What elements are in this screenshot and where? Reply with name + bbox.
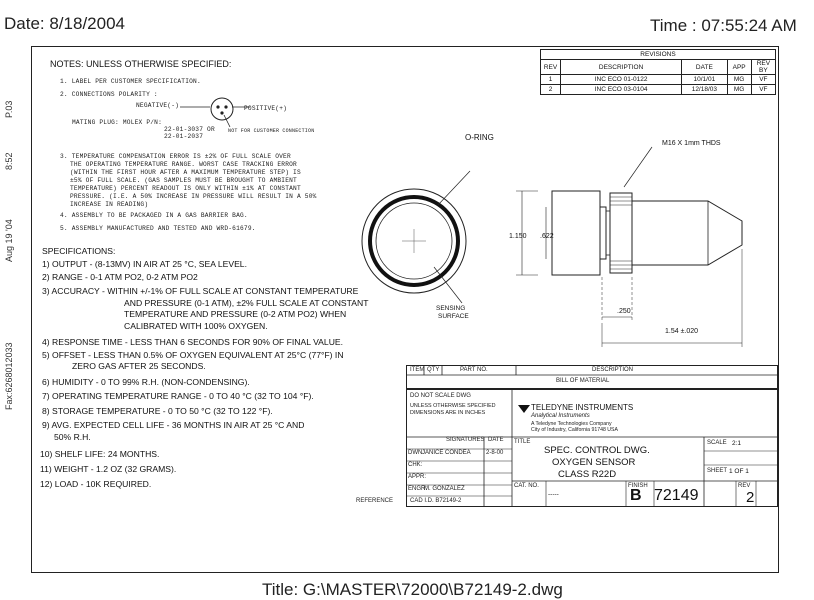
rev-cell: 12/18/03	[682, 85, 727, 95]
tolerance-note-2: DIMENSIONS ARE IN INCHES	[410, 410, 486, 416]
sensing-label-2: SURFACE	[438, 313, 469, 320]
date-header-cell: DATE	[488, 437, 504, 443]
connector-sketch	[172, 95, 262, 131]
table-row	[541, 75, 776, 85]
scale-label: SCALE	[707, 440, 727, 446]
sheet-label: SHEET	[707, 468, 728, 474]
thread-length-dimension: .250	[617, 308, 631, 315]
connector-note: NOT FOR CUSTOMER CONNECTION	[228, 128, 315, 134]
rev-header-date: DATE	[682, 60, 727, 75]
rev-cell: INC ECO 01-0122	[561, 75, 682, 85]
size-letter: B	[630, 487, 642, 504]
cad-id: CAD I.D. B72149-2	[410, 498, 462, 504]
engr-label: ENGR:	[408, 486, 428, 492]
spec-cell-life-1: 9) AVG. EXPECTED CELL LIFE - 36 MONTHS IN AIR AT 25 °C AND	[42, 420, 305, 430]
mating-plug-pn2: 22-01-2037	[164, 133, 204, 140]
spec-operating-temp: 7) OPERATING TEMPERATURE RANGE - 0 TO 40 °C (32 TO 104 °F).	[42, 391, 314, 401]
note-2: 2. CONNECTIONS POLARITY :	[60, 91, 158, 98]
scale-value: 2:1	[732, 440, 742, 447]
drawing-sheet	[31, 46, 779, 573]
spec-accuracy-2: AND PRESSURE (0-1 ATM), ±2% FULL SCALE AT CONSTANT	[124, 298, 369, 308]
spec-accuracy-3: TEMPERATURE AND PRESSURE (0-2 ATM PO2) WHEN	[124, 309, 347, 319]
specs-heading: SPECIFICATIONS:	[42, 246, 116, 256]
fax-number: Fax:6268012033	[4, 342, 14, 410]
file-title-footer: Title: G:\MASTER\72000\B72149-2.dwg	[262, 580, 563, 599]
spec-offset-2: ZERO GAS AFTER 25 SECONDS.	[72, 361, 206, 371]
engr-name: M. GONZALEZ	[424, 486, 465, 492]
note-3-line1: 3. TEMPERATURE COMPENSATION ERROR IS ±2% OF FULL SCALE OVER	[60, 153, 291, 160]
note-3-line7: INCREASE IN READING)	[70, 201, 149, 208]
dwn-name: JANICE CONDEA	[422, 450, 471, 456]
revisions-title: REVISIONS	[541, 50, 776, 60]
bom-qty: QTY	[427, 367, 440, 373]
rev-cell: VF	[751, 85, 775, 95]
spec-accuracy-4: CALIBRATED WITH 100% OXYGEN.	[124, 321, 268, 331]
title-block-grid	[406, 389, 778, 571]
fax-page: P.03	[4, 100, 14, 118]
cat-value: -----	[548, 491, 559, 498]
fax-time: 8:52	[4, 152, 14, 170]
dwn-label: DWN:	[408, 450, 424, 456]
bom-desc: DESCRIPTION	[592, 367, 634, 373]
sensor-front-view	[352, 167, 482, 317]
company-address-2: City of Industry, California 91748 USA	[531, 427, 618, 433]
mating-plug-pn1: 22-01-3037 OR	[164, 126, 215, 133]
drawing-title-2: OXYGEN SENSOR	[552, 457, 636, 468]
note-3-line2: THE OPERATING TEMPERATURE RANGE. WORST CASE TRACKING ERROR	[70, 161, 297, 168]
rev-header-rev: REV	[541, 60, 561, 75]
note-3-line3: (WITHIN THE FIRST HOUR AFTER A MAXIMUM TEMPERATURE STEP) IS	[70, 169, 301, 176]
title-label: TITLE	[514, 439, 531, 445]
diameter-dimension: .622	[540, 233, 554, 240]
drawing-number: 72149	[654, 487, 699, 504]
rev-cell: INC ECO 03-0104	[561, 85, 682, 95]
rev-cell: VF	[751, 75, 775, 85]
spec-accuracy-1: 3) ACCURACY - WITHIN +/-1% OF FULL SCALE AT CONSTANT TEMPERATURE	[42, 286, 359, 296]
note-3-line4: ±5% OF FULL SCALE. (GAS SAMPLES MUST BE BROUGHT TO AMBIENT	[70, 177, 297, 184]
bom-part: PART NO.	[460, 367, 488, 373]
polarity-negative: NEGATIVE(-)	[136, 102, 180, 109]
spec-output: 1) OUTPUT - (8-13MV) IN AIR AT 25 °C, SEA LEVEL.	[42, 259, 247, 269]
note-4: 4. ASSEMBLY TO BE PACKAGED IN A GAS BARRIER BAG.	[60, 212, 248, 219]
rev-cell: 1	[541, 75, 561, 85]
spec-storage-temp: 8) STORAGE TEMPERATURE - 0 TO 50 °C (32 TO 122 °F).	[42, 406, 273, 416]
spec-humidity: 6) HUMIDITY - 0 TO 99% R.H. (NON-CONDENSING).	[42, 377, 250, 387]
rev-header-desc: DESCRIPTION	[561, 60, 682, 75]
reference-label: REFERENCE	[356, 498, 394, 504]
time-header: Time : 07:55:24 AM	[650, 16, 797, 35]
bom-item: ITEM	[410, 367, 425, 373]
rev-cell: MG	[727, 75, 751, 85]
drawing-title-1: SPEC. CONTROL DWG.	[544, 445, 650, 456]
tolerance-note-1: UNLESS OTHERWISE SPECIFIED	[410, 403, 496, 409]
note-1: 1. LABEL PER CUSTOMER SPECIFICATION.	[60, 78, 201, 85]
signatures-header: SIGNATURES	[446, 437, 485, 443]
mating-plug: MATING PLUG: MOLEX P/N:	[72, 119, 163, 126]
note-5: 5. ASSEMBLY MANUFACTURED AND TESTED AND WRD-61679.	[60, 225, 256, 232]
oring-label: O-RING	[465, 133, 494, 142]
rev-cell: MG	[727, 85, 751, 95]
teledyne-logo	[517, 404, 531, 414]
chk-label: CHK:	[408, 462, 423, 468]
rev-header-by: REV BY	[751, 60, 775, 75]
drawing-title-3: CLASS R22D	[558, 469, 617, 480]
spec-shelf-life: 10) SHELF LIFE: 24 MONTHS.	[40, 449, 160, 459]
rev-header-app: APP	[727, 60, 751, 75]
notes-heading: NOTES: UNLESS OTHERWISE SPECIFIED:	[50, 59, 232, 69]
spec-cell-life-2: 50% R.H.	[54, 432, 91, 442]
spec-offset-1: 5) OFFSET - LESS THAN 0.5% OF OXYGEN EQUIVALENT AT 25°C (77°F) IN	[42, 350, 344, 360]
spec-weight: 11) WEIGHT - 1.2 OZ (32 GRAMS).	[40, 464, 177, 474]
rev-label: REV	[738, 483, 751, 489]
sensor-side-view	[498, 137, 778, 357]
sensing-label-1: SENSING	[436, 305, 466, 312]
note-3-line6: PRESSURE. (I.E. A 50% INCREASE IN PRESSURE WILL RESULT IN A 50%	[70, 193, 317, 200]
rev-value: 2	[746, 489, 755, 506]
fax-date: Aug 19 '04	[4, 219, 14, 262]
appr-label: APPR:	[408, 474, 427, 480]
revisions-block	[540, 49, 776, 95]
sheet-value: 1 OF 1	[729, 468, 749, 475]
company-address-1: A Teledyne Technologies Company	[531, 421, 612, 427]
date-header: Date: 8/18/2004	[4, 14, 125, 33]
overall-length-dimension: 1.54 ±.020	[665, 328, 699, 335]
bom-title: BILL OF MATERIAL	[556, 378, 610, 384]
spec-load: 12) LOAD - 10K REQUIRED.	[40, 479, 152, 489]
spec-range: 2) RANGE - 0-1 ATM PO2, 0-2 ATM PO2	[42, 272, 198, 282]
thread-callout: M16 X 1mm THDS	[662, 140, 721, 147]
rev-cell: 2	[541, 85, 561, 95]
height-dimension: 1.150	[509, 233, 527, 240]
rev-cell: 10/1/01	[682, 75, 727, 85]
company-division: Analytical Instruments	[531, 413, 590, 419]
table-row	[541, 85, 776, 95]
polarity-positive: POSITIVE(+)	[244, 105, 288, 112]
company-name: TELEDYNE INSTRUMENTS	[531, 403, 634, 412]
spec-response: 4) RESPONSE TIME - LESS THAN 6 SECONDS FOR 90% OF FINAL VALUE.	[42, 337, 344, 347]
cat-label: CAT. NO.	[514, 483, 539, 489]
dwn-date: 2-8-00	[486, 450, 504, 456]
note-3-line5: TEMPERATURE) PERCENT READOUT IS ONLY WITHIN ±1% AT CONSTANT	[70, 185, 301, 192]
do-not-scale: DO NOT SCALE DWG	[410, 393, 471, 399]
finish-label: FINISH	[628, 483, 648, 489]
